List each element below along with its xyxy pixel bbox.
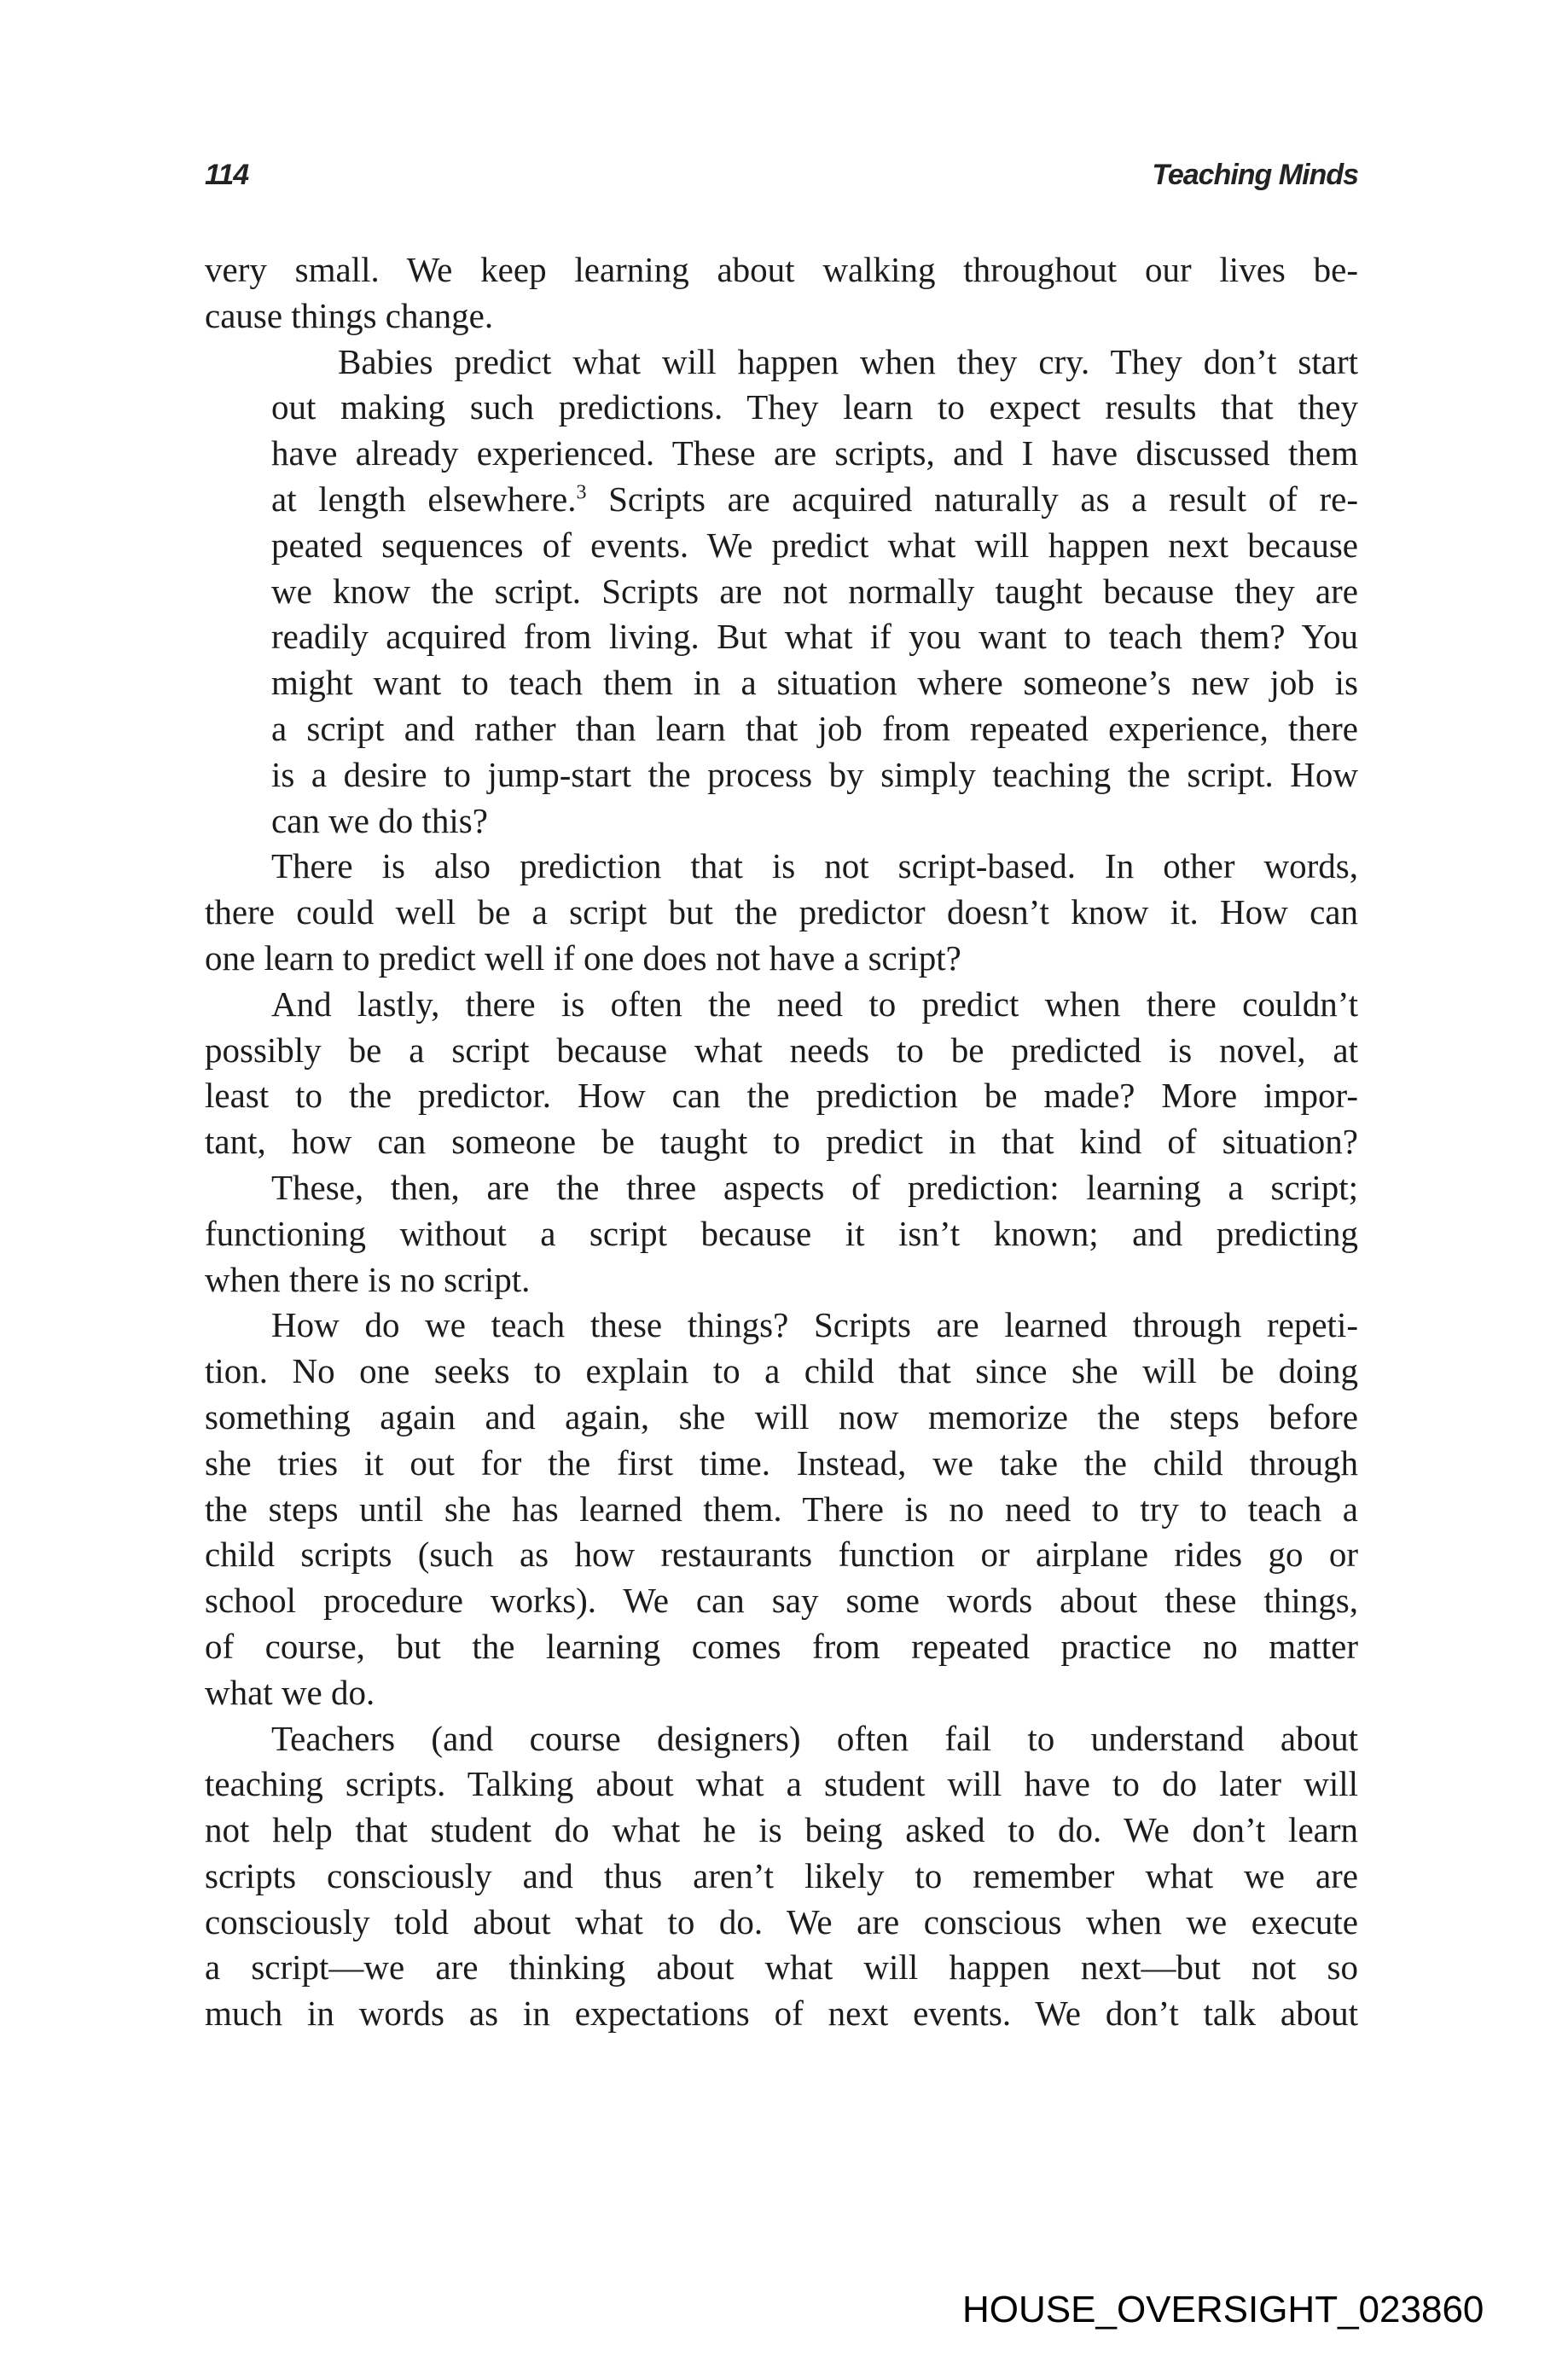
- text-line: much in words as in expectations of next events. We don’t talk about: [205, 1993, 1358, 2034]
- text-line-with-footnote: [205, 477, 1358, 523]
- text-line: Teachers (and course designers) often fail to understand about: [271, 1718, 1358, 1758]
- text-line: cause things change.: [205, 295, 494, 335]
- text-line: we know the script. Scripts are not normally taught because they are: [271, 571, 1358, 611]
- text-line: tant, how can someone be taught to predict in that kind of situation?: [205, 1122, 1358, 1162]
- text-line: might want to teach them in a situation where someone’s new job is: [271, 663, 1358, 703]
- text-line: Babies predict what will happen when they cry. They don’t start: [338, 341, 1358, 381]
- text-line: a script and rather than learn that job from repeated experience, there: [271, 708, 1358, 748]
- text-line: scripts consciously and thus aren’t likely to remember what we are: [205, 1855, 1358, 1895]
- text-line: out making such predictions. They learn to expect results that they: [271, 387, 1358, 427]
- paragraph: [205, 340, 1358, 844]
- text-line: what we do.: [205, 1672, 375, 1712]
- text-line: of course, but the learning comes from repeated practice no matter: [205, 1626, 1358, 1666]
- text-line: can we do this?: [271, 800, 488, 840]
- text-line: How do we teach these things? Scripts are learned through repeti-: [271, 1305, 1358, 1345]
- text-line: child scripts (such as how restaurants function or airplane rides go or: [205, 1535, 1358, 1575]
- text-line: There is also prediction that is not script-based. In other words,: [271, 846, 1358, 886]
- running-title: Teaching Minds: [1152, 159, 1358, 191]
- bates-number: HOUSE_OVERSIGHT_023860: [962, 2289, 1484, 2330]
- paragraph: [205, 844, 1358, 981]
- paragraph: [205, 1303, 1358, 1715]
- text-line: school procedure works). We can say some words about these things,: [205, 1581, 1358, 1621]
- text-fragment: Scripts are acquired naturally as a result of re-: [586, 479, 1358, 519]
- paragraph: [205, 247, 1358, 340]
- paragraph: [205, 982, 1358, 1165]
- page-number: 114: [205, 159, 249, 191]
- text-line: there could well be a script but the predictor doesn’t know it. How can: [205, 892, 1358, 932]
- text-line: least to the predictor. How can the prediction be made? More impor-: [205, 1076, 1358, 1116]
- text-line: she tries it out for the first time. Instead, we take the child through: [205, 1442, 1358, 1483]
- text-line: when there is no script.: [205, 1259, 531, 1299]
- body-text: [205, 247, 1358, 2037]
- text-line: possibly be a script because what needs to be predicted is novel, at: [205, 1030, 1358, 1070]
- text-line: functioning without a script because it isn’t known; and predicting: [205, 1213, 1358, 1253]
- text-line: readily acquired from living. But what if you want to teach them? You: [271, 617, 1358, 657]
- text-line: a script—we are thinking about what will happen next—but not so: [205, 1947, 1358, 1988]
- running-head: [205, 159, 1358, 193]
- paragraph: [205, 1165, 1358, 1303]
- text-line: very small. We keep learning about walking throughout our lives be-: [205, 250, 1358, 289]
- text-line: teaching scripts. Talking about what a student will have to do later will: [205, 1764, 1358, 1804]
- text-line: the steps until she has learned them. There is no need to try to teach a: [205, 1489, 1358, 1529]
- text-line: And lastly, there is often the need to predict when there couldn’t: [271, 984, 1358, 1024]
- paragraph: [205, 1716, 1358, 2038]
- text-line: one learn to predict well if one does not have a script?: [205, 937, 961, 978]
- text-fragment: at length elsewhere.: [271, 479, 577, 519]
- text-line: have already experienced. These are scripts, and I have discussed them: [271, 433, 1358, 473]
- text-line: not help that student do what he is being asked to do. We don’t learn: [205, 1810, 1358, 1850]
- text-line: consciously told about what to do. We are conscious when we execute: [205, 1901, 1358, 1941]
- text-line: peated sequences of events. We predict what will happen next because: [271, 525, 1358, 565]
- text-line: These, then, are the three aspects of prediction: learning a script;: [271, 1167, 1358, 1207]
- text-line: tion. No one seeks to explain to a child that since she will be doing: [205, 1351, 1358, 1391]
- text-line: is a desire to jump-start the process by simply teaching the script. How: [271, 754, 1358, 794]
- footnote-marker[interactable]: 3: [576, 481, 587, 504]
- text-line: something again and again, she will now memorize the steps before: [205, 1396, 1358, 1436]
